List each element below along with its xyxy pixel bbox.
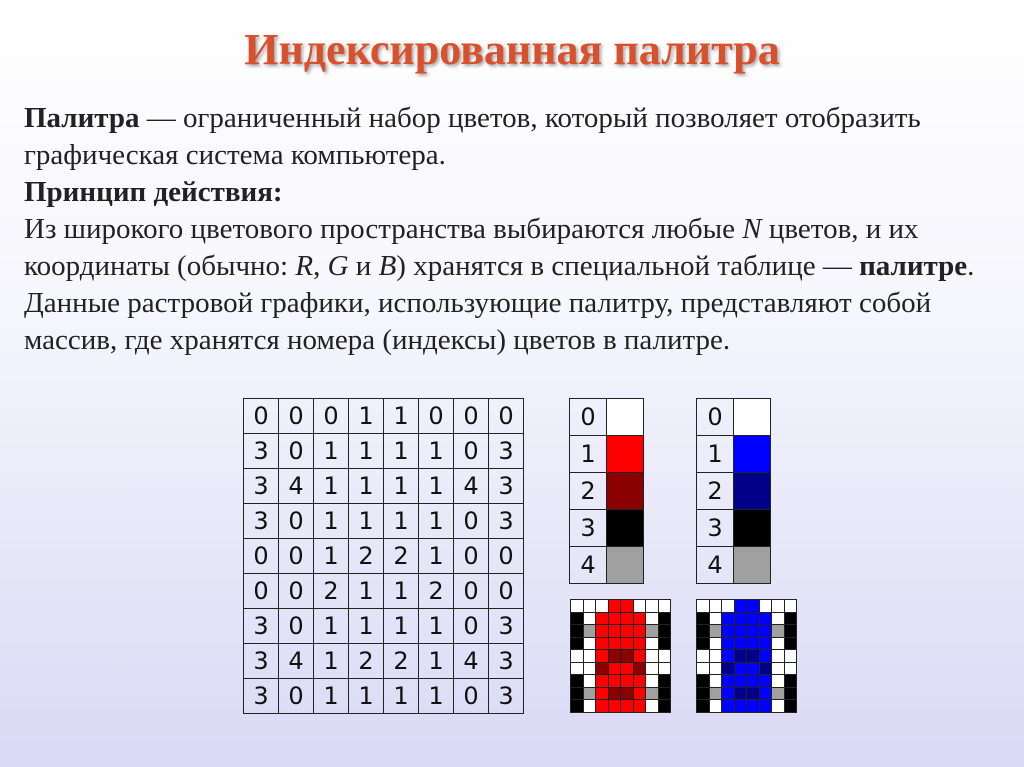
pixel	[571, 662, 584, 675]
matrix-cell: 0	[454, 434, 489, 469]
pixel	[772, 612, 785, 625]
matrix-cell: 1	[349, 679, 384, 714]
pixel	[658, 700, 671, 713]
pixel	[633, 650, 646, 663]
pixel	[772, 625, 785, 638]
palette-table-blue	[696, 398, 771, 584]
pixel	[747, 650, 760, 663]
pixel	[759, 687, 772, 700]
pixel	[633, 700, 646, 713]
definition-text: — ограниченный набор цветов, который позволяет отобразить графическая система компьютера.	[24, 102, 921, 171]
pixel	[596, 612, 609, 625]
pixel	[596, 662, 609, 675]
palette-index: 2	[570, 473, 607, 510]
matrix-cell: 1	[419, 609, 454, 644]
pixel	[747, 612, 760, 625]
matrix-cell: 0	[279, 539, 314, 574]
pixel	[658, 650, 671, 663]
matrix-cell: 1	[419, 644, 454, 679]
pixel	[658, 637, 671, 650]
matrix-cell: 2	[349, 539, 384, 574]
pixel-row	[697, 612, 797, 625]
palette-row	[570, 547, 644, 584]
pixel	[784, 612, 797, 625]
matrix-cell: 0	[244, 574, 279, 609]
matrix-row	[244, 504, 524, 539]
pixel	[759, 675, 772, 688]
matrix-cell: 0	[279, 434, 314, 469]
palette-row	[570, 510, 644, 547]
pixel	[621, 650, 634, 663]
matrix-cell: 1	[384, 469, 419, 504]
palette-index: 1	[570, 436, 607, 473]
matrix-cell: 1	[419, 539, 454, 574]
pixel	[772, 637, 785, 650]
pixel	[722, 687, 735, 700]
pixel	[646, 687, 659, 700]
matrix-cell: 4	[454, 469, 489, 504]
pixel-row	[571, 675, 671, 688]
matrix-cell: 0	[489, 539, 524, 574]
pixel	[772, 700, 785, 713]
pixel	[709, 637, 722, 650]
pixel	[697, 700, 710, 713]
matrix-cell: 0	[314, 399, 349, 434]
pixel	[722, 662, 735, 675]
matrix-cell: 1	[349, 434, 384, 469]
pixel	[583, 650, 596, 663]
pixel	[734, 600, 747, 613]
pixel	[759, 700, 772, 713]
matrix-cell: 1	[384, 679, 419, 714]
pixel-row	[571, 625, 671, 638]
pixel	[658, 625, 671, 638]
pixel-row	[571, 700, 671, 713]
matrix-cell: 1	[349, 574, 384, 609]
matrix-row	[244, 539, 524, 574]
pixel	[697, 650, 710, 663]
pixel	[759, 625, 772, 638]
palette-table-red	[569, 398, 644, 584]
matrix-cell: 1	[314, 609, 349, 644]
matrix-cell: 1	[419, 469, 454, 504]
matrix-cell: 4	[279, 469, 314, 504]
term-palette-2: палитре	[859, 250, 968, 282]
pixel-image-blue	[696, 599, 797, 713]
matrix-cell: 1	[349, 609, 384, 644]
pixel	[734, 662, 747, 675]
matrix-cell: 3	[244, 504, 279, 539]
pixel	[608, 687, 621, 700]
pixel	[697, 675, 710, 688]
pixel	[722, 625, 735, 638]
matrix-cell: 0	[244, 539, 279, 574]
matrix-cell: 2	[384, 539, 419, 574]
pixel	[734, 675, 747, 688]
pixel	[759, 650, 772, 663]
matrix-cell: 1	[314, 469, 349, 504]
pixel	[583, 600, 596, 613]
pixel	[596, 687, 609, 700]
pixel	[596, 700, 609, 713]
pixel	[709, 612, 722, 625]
pixel	[697, 687, 710, 700]
pixel	[571, 625, 584, 638]
pixel	[646, 637, 659, 650]
pixel	[734, 700, 747, 713]
palette-row	[697, 399, 771, 436]
pixel	[658, 687, 671, 700]
pixel	[759, 600, 772, 613]
palette-row	[697, 473, 771, 510]
pixel	[772, 675, 785, 688]
matrix-row	[244, 574, 524, 609]
pixel	[722, 600, 735, 613]
palette-swatch	[734, 510, 771, 547]
pixel	[709, 650, 722, 663]
pixel	[571, 600, 584, 613]
pixel	[621, 625, 634, 638]
matrix-cell: 0	[279, 609, 314, 644]
pixel	[583, 687, 596, 700]
pixel	[571, 637, 584, 650]
matrix-cell: 0	[244, 399, 279, 434]
pixel	[747, 625, 760, 638]
matrix-cell: 1	[384, 399, 419, 434]
pixel-row	[697, 662, 797, 675]
palette-swatch	[607, 436, 644, 473]
pixel	[596, 600, 609, 613]
pixel	[633, 612, 646, 625]
matrix-cell: 3	[489, 504, 524, 539]
pixel	[658, 612, 671, 625]
matrix-cell: 1	[349, 469, 384, 504]
pixel	[571, 687, 584, 700]
matrix-cell: 2	[419, 574, 454, 609]
slide-title: Индексированная палитра	[244, 25, 780, 74]
matrix-cell: 0	[279, 399, 314, 434]
pixel	[759, 662, 772, 675]
matrix-cell: 3	[489, 609, 524, 644]
palette-row	[570, 399, 644, 436]
pixel	[784, 700, 797, 713]
matrix-cell: 0	[454, 399, 489, 434]
pixel	[784, 687, 797, 700]
matrix-cell: 0	[419, 399, 454, 434]
palette-swatch	[734, 399, 771, 436]
matrix-cell: 1	[419, 504, 454, 539]
pixel	[747, 675, 760, 688]
pixel	[571, 675, 584, 688]
pixel	[709, 687, 722, 700]
pixel	[596, 675, 609, 688]
pixel-row	[697, 600, 797, 613]
matrix-cell: 2	[384, 644, 419, 679]
pixel-row	[697, 700, 797, 713]
pixel	[583, 662, 596, 675]
matrix-row	[244, 609, 524, 644]
pixel	[621, 600, 634, 613]
palette-index: 3	[697, 510, 734, 547]
pixel	[772, 650, 785, 663]
palette-swatch	[607, 399, 644, 436]
pixel	[697, 662, 710, 675]
pixel	[621, 687, 634, 700]
palette-swatch	[734, 547, 771, 584]
palette-index: 2	[697, 473, 734, 510]
pixel	[784, 662, 797, 675]
palette-index: 0	[570, 399, 607, 436]
pixel-row	[571, 612, 671, 625]
pixel	[772, 662, 785, 675]
matrix-cell: 3	[244, 609, 279, 644]
pixel	[621, 662, 634, 675]
pixel	[608, 600, 621, 613]
matrix-row	[244, 399, 524, 434]
matrix-cell: 3	[244, 434, 279, 469]
matrix-cell: 1	[419, 679, 454, 714]
palette-index: 0	[697, 399, 734, 436]
pixel-row	[697, 637, 797, 650]
matrix-cell: 0	[279, 574, 314, 609]
pixel	[633, 625, 646, 638]
pixel	[633, 637, 646, 650]
matrix-cell: 3	[244, 644, 279, 679]
pixel	[784, 675, 797, 688]
principle-heading: Принцип действия:	[24, 176, 283, 208]
pixel	[722, 612, 735, 625]
pixel	[709, 675, 722, 688]
matrix-cell: 0	[454, 574, 489, 609]
matrix-cell: 0	[279, 679, 314, 714]
pixel	[646, 600, 659, 613]
matrix-cell: 1	[314, 644, 349, 679]
pixel	[747, 687, 760, 700]
palette-swatch	[607, 547, 644, 584]
pixel	[583, 637, 596, 650]
pixel	[646, 675, 659, 688]
matrix-row	[244, 644, 524, 679]
pixel-row	[571, 662, 671, 675]
matrix-cell: 1	[384, 434, 419, 469]
pixel	[608, 662, 621, 675]
palette-row	[697, 510, 771, 547]
pixel	[583, 612, 596, 625]
pixel	[759, 637, 772, 650]
palette-row	[570, 436, 644, 473]
matrix-cell: 1	[349, 399, 384, 434]
matrix-cell: 0	[279, 504, 314, 539]
palette-index: 4	[697, 547, 734, 584]
matrix-cell: 0	[454, 504, 489, 539]
palette-index: 3	[570, 510, 607, 547]
index-matrix	[243, 398, 524, 714]
pixel	[709, 662, 722, 675]
matrix-cell: 2	[314, 574, 349, 609]
matrix-cell: 1	[314, 504, 349, 539]
pixel	[784, 650, 797, 663]
matrix-cell: 2	[349, 644, 384, 679]
palette-swatch	[734, 473, 771, 510]
pixel	[734, 625, 747, 638]
pixel-row	[697, 650, 797, 663]
pixel	[571, 700, 584, 713]
matrix-cell: 3	[489, 434, 524, 469]
matrix-cell: 1	[419, 434, 454, 469]
pixel	[722, 650, 735, 663]
matrix-cell: 0	[454, 679, 489, 714]
palette-index: 4	[570, 547, 607, 584]
pixel	[583, 625, 596, 638]
pixel	[734, 687, 747, 700]
pixel	[633, 675, 646, 688]
matrix-row	[244, 434, 524, 469]
palette-swatch	[607, 510, 644, 547]
pixel-row	[697, 675, 797, 688]
matrix-cell: 1	[384, 574, 419, 609]
pixel	[784, 637, 797, 650]
matrix-cell: 0	[454, 539, 489, 574]
pixel	[747, 600, 760, 613]
matrix-cell: 0	[489, 399, 524, 434]
pixel	[621, 637, 634, 650]
pixel	[621, 612, 634, 625]
pixel	[722, 675, 735, 688]
matrix-cell: 1	[349, 504, 384, 539]
pixel-row	[697, 687, 797, 700]
pixel-row	[571, 600, 671, 613]
matrix-cell: 3	[489, 679, 524, 714]
pixel-row	[571, 650, 671, 663]
pixel	[571, 650, 584, 663]
pixel-image-red	[570, 599, 671, 713]
pixel	[658, 675, 671, 688]
pixel	[722, 637, 735, 650]
matrix-row	[244, 469, 524, 504]
palette-row	[697, 436, 771, 473]
matrix-cell: 3	[244, 469, 279, 504]
pixel	[709, 625, 722, 638]
matrix-row	[244, 679, 524, 714]
pixel	[621, 675, 634, 688]
pixel	[709, 700, 722, 713]
pixel	[722, 700, 735, 713]
pixel	[658, 662, 671, 675]
pixel	[646, 650, 659, 663]
pixel	[734, 637, 747, 650]
pixel	[734, 650, 747, 663]
pixel	[596, 637, 609, 650]
body-text	[24, 100, 1004, 359]
palette-swatch	[734, 436, 771, 473]
matrix-cell: 3	[489, 644, 524, 679]
pixel	[646, 612, 659, 625]
matrix-cell: 4	[454, 644, 489, 679]
pixel	[747, 637, 760, 650]
pixel-row	[571, 687, 671, 700]
palette-index: 1	[697, 436, 734, 473]
pixel	[747, 662, 760, 675]
pixel	[608, 700, 621, 713]
palette-swatch	[607, 473, 644, 510]
pixel	[633, 662, 646, 675]
pixel	[734, 612, 747, 625]
pixel	[646, 662, 659, 675]
definition-paragraph	[24, 100, 1004, 174]
pixel	[784, 600, 797, 613]
pixel	[608, 650, 621, 663]
matrix-cell: 0	[454, 609, 489, 644]
pixel	[697, 612, 710, 625]
matrix-cell: 1	[314, 539, 349, 574]
pixel	[633, 687, 646, 700]
pixel	[621, 700, 634, 713]
pixel-row	[697, 625, 797, 638]
matrix-cell: 0	[489, 574, 524, 609]
pixel	[583, 675, 596, 688]
matrix-cell: 1	[314, 679, 349, 714]
pixel	[646, 625, 659, 638]
matrix-cell: 3	[489, 469, 524, 504]
pixel	[583, 700, 596, 713]
pixel	[759, 612, 772, 625]
pixel	[608, 625, 621, 638]
pixel	[596, 650, 609, 663]
term-palette: Палитра	[24, 102, 140, 134]
pixel-row	[571, 637, 671, 650]
pixel	[608, 612, 621, 625]
pixel	[697, 600, 710, 613]
pixel	[571, 612, 584, 625]
pixel	[608, 637, 621, 650]
matrix-cell: 1	[384, 609, 419, 644]
pixel	[608, 675, 621, 688]
matrix-cell: 3	[244, 679, 279, 714]
pixel	[646, 700, 659, 713]
pixel	[772, 600, 785, 613]
pixel	[633, 600, 646, 613]
matrix-cell: 4	[279, 644, 314, 679]
pixel	[697, 637, 710, 650]
pixel	[709, 600, 722, 613]
pixel	[658, 600, 671, 613]
pixel	[747, 700, 760, 713]
matrix-cell: 1	[384, 504, 419, 539]
palette-row	[697, 547, 771, 584]
palette-row	[570, 473, 644, 510]
pixel	[596, 625, 609, 638]
pixel	[784, 625, 797, 638]
principle-paragraph: Из широкого цветового пространства выбираются любые N цветов, и их координаты (обычно: R, G и B) хранятся в специальной таблице — палитре. Данные растровой графики, использующие палитру, представляют собой массив, где хранятся номера (индексы) цветов в палитре.	[24, 213, 975, 356]
pixel	[697, 625, 710, 638]
matrix-cell: 1	[314, 434, 349, 469]
pixel	[772, 687, 785, 700]
